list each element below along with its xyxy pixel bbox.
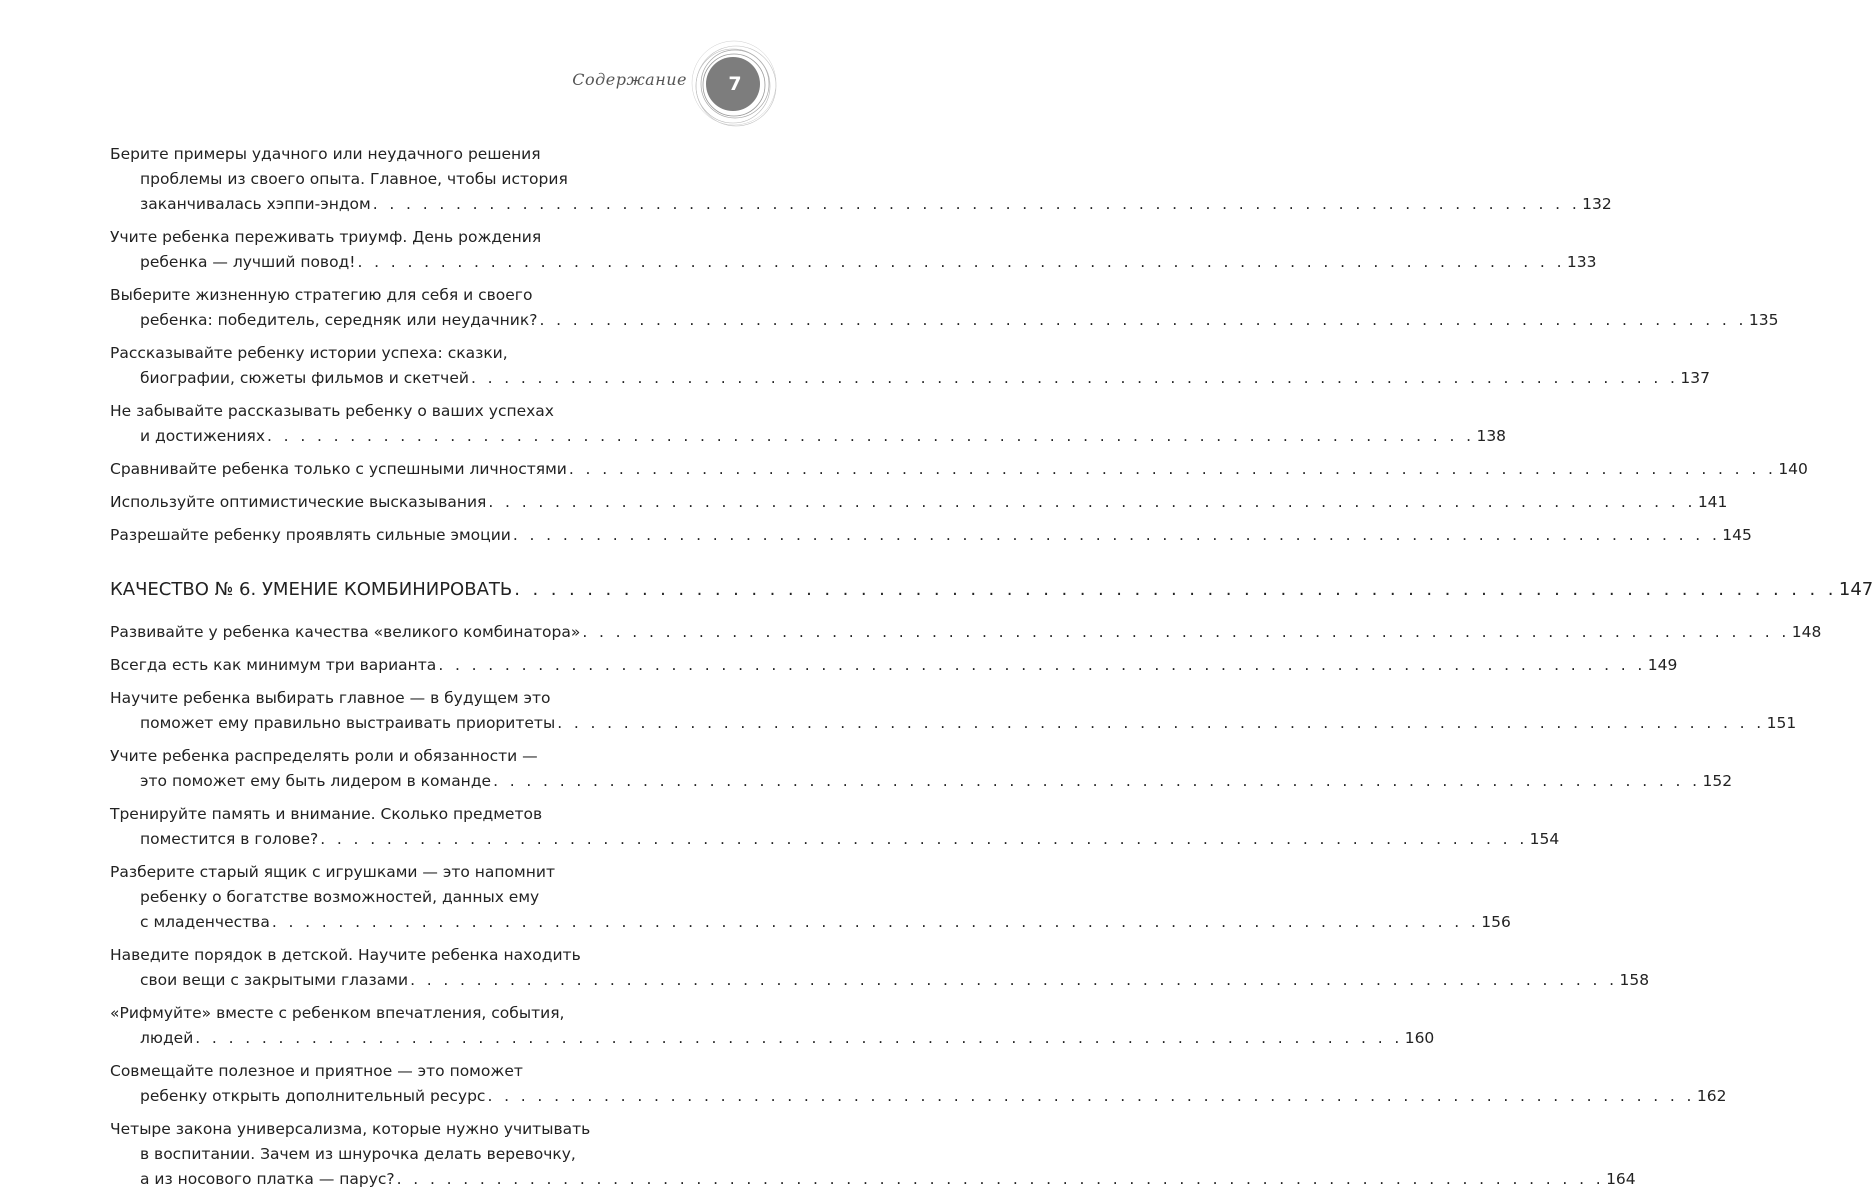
toc-entry-last-line: [110, 827, 1560, 852]
toc-entry-line: в воспитании. Зачем из шнурочка делать веревочку,: [140, 1145, 576, 1163]
dot-leader: . . . . . . . . . . . . . . . . . . . . . . . . . . . . . . . . . . . . . . . . . . . . . . . . . . . . . . . . . . . . . . . . . . . . . . . . .: [514, 579, 1837, 600]
toc-entry-text: это поможет ему быть лидером в команде: [140, 772, 492, 790]
toc-entry-text: биографии, сюжеты фильмов и скетчей: [140, 369, 469, 387]
page-number: 7: [728, 73, 742, 95]
toc-entry-last-line: [110, 308, 1779, 333]
dot-leader: . . . . . . . . . . . . . . . . . . . . . . . . . . . . . . . . . . . . . . . . . . . . . . . . . . . . . . . . . . . . . . . . . . . . . . . . .: [357, 253, 1565, 271]
toc-entry-page: 140: [1778, 460, 1808, 478]
toc-entry-last-line: [110, 457, 1808, 482]
toc-entry-page: 151: [1766, 714, 1797, 732]
toc-entry-line: «Рифмуйте» вместе с ребенком впечатления, события,: [110, 1004, 565, 1022]
toc-entry-text: людей: [140, 1029, 194, 1047]
toc-entry-line: Учите ребенка переживать триумф. День рождения: [110, 228, 542, 246]
toc-entry-last-line: [110, 192, 1612, 217]
toc-entry-page: 149: [1647, 656, 1678, 674]
toc-entry-text: ребенка — лучший повод!: [140, 253, 356, 271]
toc-entry: [110, 686, 1797, 736]
toc-entry-text: КАЧЕСТВО № 6. УМЕНИЕ КОМБИНИРОВАТЬ: [110, 579, 513, 600]
dot-leader: . . . . . . . . . . . . . . . . . . . . . . . . . . . . . . . . . . . . . . . . . . . . . . . . . . . . . . . . . . . . . . . . . . . . . . . . .: [470, 369, 1679, 387]
toc-entry-page: 147: [1838, 579, 1873, 600]
toc-entry-page: 137: [1680, 369, 1710, 387]
dot-leader: . . . . . . . . . . . . . . . . . . . . . . . . . . . . . . . . . . . . . . . . . . . . . . . . . . . . . . . . . . . . . . . . . . . . . . . . .: [582, 623, 1790, 641]
toc-entry-text: Разрешайте ребенку проявлять сильные эмоции: [110, 526, 511, 544]
toc-entry-last-line: [110, 1167, 1636, 1192]
toc-group-a: [110, 142, 1808, 548]
toc-entry-text: Используйте оптимистические высказывания: [110, 493, 487, 511]
toc-entry: [110, 1117, 1636, 1192]
dot-leader: . . . . . . . . . . . . . . . . . . . . . . . . . . . . . . . . . . . . . . . . . . . . . . . . . . . . . . . . . . . . . . . . . . . . . . . . .: [557, 714, 1765, 732]
dot-leader: . . . . . . . . . . . . . . . . . . . . . . . . . . . . . . . . . . . . . . . . . . . . . . . . . . . . . . . . . . . . . . . . . . . . . . . . .: [396, 1170, 1605, 1188]
toc-entry-text: заканчивалась хэппи-эндом: [140, 195, 371, 213]
toc-entry-last-line: [110, 653, 1678, 678]
toc-entry-page: 148: [1791, 623, 1822, 641]
toc-entry-text: Сравнивайте ребенка только с успешными личностями: [110, 460, 567, 478]
toc-entry-page: 132: [1582, 195, 1612, 213]
toc-entry-line: Наведите порядок в детской. Научите ребенка находить: [110, 946, 581, 964]
toc-entry-line: Четыре закона универсализма, которые нужно учитывать: [110, 1120, 591, 1138]
toc-entry-text: и достижениях: [140, 427, 266, 445]
toc-entry-line: Тренируйте память и внимание. Сколько предметов: [110, 805, 543, 823]
toc-entry-line: Берите примеры удачного или неудачного решения: [110, 145, 541, 163]
toc-section-heading: [110, 576, 1873, 604]
dot-leader: . . . . . . . . . . . . . . . . . . . . . . . . . . . . . . . . . . . . . . . . . . . . . . . . . . . . . . . . . . . . . . . . . . . . . . . . .: [372, 195, 1581, 213]
dot-leader: . . . . . . . . . . . . . . . . . . . . . . . . . . . . . . . . . . . . . . . . . . . . . . . . . . . . . . . . . . . . . . . . . . . . . . . . .: [267, 427, 1475, 445]
toc-entry-last-line: [110, 576, 1873, 604]
dot-leader: . . . . . . . . . . . . . . . . . . . . . . . . . . . . . . . . . . . . . . . . . . . . . . . . . . . . . . . . . . . . . . . . . . . . . . . . .: [488, 493, 1696, 511]
toc-entry: [110, 283, 1779, 333]
toc-entry-page: 152: [1702, 772, 1733, 790]
toc-entry-line: Не забывайте рассказывать ребенку о ваших успехах: [110, 402, 554, 420]
toc-entry: [110, 620, 1822, 645]
running-header-title: Содержание: [572, 70, 687, 89]
toc-entry: [110, 943, 1650, 993]
toc-entry-page: 138: [1476, 427, 1507, 445]
page-number-badge: [690, 42, 780, 132]
toc-entry-text: с младенчества: [140, 913, 270, 931]
toc-entry-last-line: [110, 910, 1511, 935]
toc-entry: [110, 399, 1507, 449]
toc-entry-line: ребенку о богатстве возможностей, данных ему: [140, 888, 540, 906]
toc-entry-page: 164: [1606, 1170, 1636, 1188]
toc-entry-page: 133: [1566, 253, 1597, 271]
toc-entry-text: Развивайте у ребенка качества «великого комбинатора»: [110, 623, 581, 641]
toc-entry-last-line: [110, 523, 1752, 548]
toc-entry-text: ребенка: победитель, середняк или неудачник?: [140, 311, 538, 329]
toc-entry-text: поместится в голове?: [140, 830, 319, 848]
dot-leader: . . . . . . . . . . . . . . . . . . . . . . . . . . . . . . . . . . . . . . . . . . . . . . . . . . . . . . . . . . . . . . . . . . . . . . . . .: [195, 1029, 1403, 1047]
dot-leader: . . . . . . . . . . . . . . . . . . . . . . . . . . . . . . . . . . . . . . . . . . . . . . . . . . . . . . . . . . . . . . . . . . . . . . . . .: [539, 311, 1747, 329]
toc-entry: [110, 225, 1597, 275]
toc-entry: [110, 802, 1560, 852]
toc-entry-page: 160: [1404, 1029, 1435, 1047]
toc-entry-line: проблемы из своего опыта. Главное, чтобы история: [140, 170, 568, 188]
toc-entry-page: 158: [1619, 971, 1650, 989]
toc-entry: [110, 1059, 1727, 1109]
toc-entry: [110, 142, 1612, 217]
toc-entry-last-line: [110, 711, 1797, 736]
toc-entry-text: а из носового платка — парус?: [140, 1170, 395, 1188]
table-of-contents: [110, 142, 1873, 1200]
toc-entry: [110, 860, 1511, 935]
toc-entry-last-line: [110, 968, 1650, 993]
toc-entry-last-line: [110, 1084, 1727, 1109]
toc-entry: [110, 457, 1808, 482]
toc-entry-last-line: [110, 620, 1822, 645]
toc-entry: [110, 341, 1710, 391]
toc-entry-line: Рассказывайте ребенку истории успеха: сказки,: [110, 344, 508, 362]
toc-entry-text: ребенку открыть дополнительный ресурс: [140, 1087, 486, 1105]
dot-leader: . . . . . . . . . . . . . . . . . . . . . . . . . . . . . . . . . . . . . . . . . . . . . . . . . . . . . . . . . . . . . . . . . . . . . . . . .: [487, 1087, 1695, 1105]
toc-entry-last-line: [110, 250, 1597, 275]
dot-leader: . . . . . . . . . . . . . . . . . . . . . . . . . . . . . . . . . . . . . . . . . . . . . . . . . . . . . . . . . . . . . . . . . . . . . . . . .: [568, 460, 1777, 478]
toc-entry-page: 135: [1748, 311, 1779, 329]
toc-entry: [110, 490, 1728, 515]
toc-entry: [110, 1001, 1435, 1051]
toc-entry-line: Научите ребенка выбирать главное — в будущем это: [110, 689, 551, 707]
dot-leader: . . . . . . . . . . . . . . . . . . . . . . . . . . . . . . . . . . . . . . . . . . . . . . . . . . . . . . . . . . . . . . . . . . . . . . . . .: [320, 830, 1528, 848]
toc-entry-line: Разберите старый ящик с игрушками — это напомнит: [110, 863, 555, 881]
toc-entry-last-line: [110, 366, 1710, 391]
toc-entry-page: 154: [1529, 830, 1560, 848]
dot-leader: . . . . . . . . . . . . . . . . . . . . . . . . . . . . . . . . . . . . . . . . . . . . . . . . . . . . . . . . . . . . . . . . . . . . . . . . .: [271, 913, 1480, 931]
toc-entry-line: Выберите жизненную стратегию для себя и своего: [110, 286, 533, 304]
toc-entry-last-line: [110, 1026, 1435, 1051]
dot-leader: . . . . . . . . . . . . . . . . . . . . . . . . . . . . . . . . . . . . . . . . . . . . . . . . . . . . . . . . . . . . . . . . . . . . . . . . .: [410, 971, 1618, 989]
toc-entry-text: Всегда есть как минимум три варианта: [110, 656, 437, 674]
dot-leader: . . . . . . . . . . . . . . . . . . . . . . . . . . . . . . . . . . . . . . . . . . . . . . . . . . . . . . . . . . . . . . . . . . . . . . . . .: [493, 772, 1701, 790]
toc-entry: [110, 744, 1733, 794]
dot-leader: . . . . . . . . . . . . . . . . . . . . . . . . . . . . . . . . . . . . . . . . . . . . . . . . . . . . . . . . . . . . . . . . . . . . . . . . .: [512, 526, 1721, 544]
toc-entry-page: 162: [1696, 1087, 1727, 1105]
toc-entry-page: 141: [1697, 493, 1728, 511]
toc-entry-page: 156: [1481, 913, 1511, 931]
toc-entry: [110, 653, 1678, 678]
toc-entry-text: поможет ему правильно выстраивать приоритеты: [140, 714, 556, 732]
toc-entry-line: Совмещайте полезное и приятное — это поможет: [110, 1062, 523, 1080]
dot-leader: . . . . . . . . . . . . . . . . . . . . . . . . . . . . . . . . . . . . . . . . . . . . . . . . . . . . . . . . . . . . . . . . . . . . . . . . .: [438, 656, 1646, 674]
toc-entry: [110, 523, 1752, 548]
toc-entry-line: Учите ребенка распределять роли и обязанности —: [110, 747, 538, 765]
toc-entry-last-line: [110, 424, 1507, 449]
toc-entry-text: свои вещи с закрытыми глазами: [140, 971, 409, 989]
toc-group-b: [110, 620, 1822, 1192]
toc-entry-last-line: [110, 490, 1728, 515]
toc-entry-page: 145: [1722, 526, 1752, 544]
toc-entry-last-line: [110, 769, 1733, 794]
